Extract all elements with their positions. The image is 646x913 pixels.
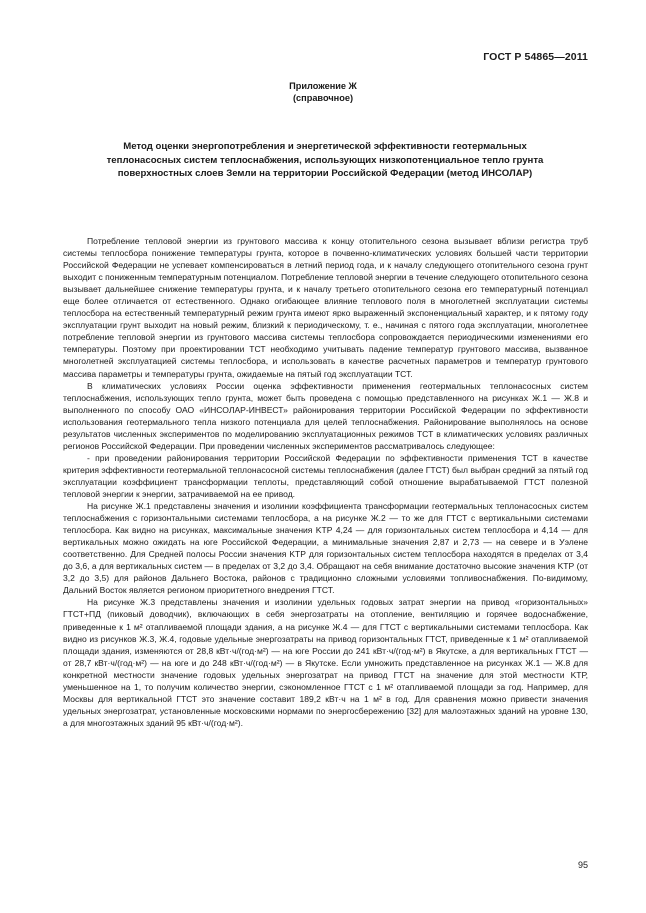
document-title: Метод оценки энергопотребления и энергетической эффективности геотермальных теплонасосных систем теплоснабжения, использующих низкопотенциальное тепло грунта поверхностных слоев Земли на территории Российской Федерации (метод ИНСОЛАР): [106, 141, 544, 180]
body-text: [63, 235, 588, 729]
paragraph: На рисунке Ж.3 представлены значения и изолинии удельных годовых затрат энергии на привод «горизонтальных» ГТСТ+ПД (пиковый доводчик), включающих в себя энергозатраты на отопление, вентиляцию и горячее водоснабжение, приведенные к 1 м² отапливаемой площади здания, а на рисунке Ж.4 — для ГТСТ с вертикальными системами теплосбора. Как видно из рисунков Ж.3, Ж.4, годовые удельные энергозатраты на привод горизонтальных ГТСТ, приведенные к 1 м² отапливаемой площади здания, изменяются от 28,8 кВт·ч/(год·м²) — на юге России до 241 кВт·ч/(год·м²) в Якутске, а для вертикальных ГТСТ — от 28,7 кВт·ч/(год·м²) — на юге и до 248 кВт·ч/(год·м²) — в Якутске. Если умножить представленное на рисунках Ж.1 — Ж.8 для конкретной местности значение годовых удельных энергозатрат на привод ГТСТ на значение для этой местности KТР, уменьшенное на 1, то получим количество энергии, сэкономленное ГТСТ с 1 м² отапливаемой площади за год. Например, для Москвы для вертикальной ГТСТ это значение составит 189,2 кВт·ч на 1 м² в год. Для сравнения можно привести значения удельных энергозатрат, установленные московскими нормами по энергосбережению [32] для малоэтажных зданий на уровне 130, а для многоэтажных зданий 95 кВт·ч/(год·м²).: [63, 597, 588, 728]
paragraph: В климатических условиях России оценка эффективности применения геотермальных теплонасосных систем теплоснабжения, использующих тепло грунта, может быть проведена с помощью представленного на рисунках Ж.1 — Ж.8 и выполненного по способу ОАО «ИНСОЛАР-ИНВЕСТ» районирования территории Российской Федерации по эффективности использования геотермального тепла низкого потенциала для целей теплоснабжения. Районирование выполнялось на основе результатов численных экспериментов по моделированию эксплуатационных режимов ТСТ в климатических условиях различных регионов Российской Федерации. При проведении численных экспериментов рассматривалось следующее:: [63, 380, 588, 451]
appendix-label: Приложение Ж: [289, 81, 357, 91]
appendix-note: (справочное): [292, 93, 353, 103]
paragraph: На рисунке Ж.1 представлены значения и изолинии коэффициента трансформации геотермальных теплонасосных систем теплоснабжения с горизонтальными системами теплосбора, а на рисунке Ж.2 — то же для ГТСТ с вертикальными системами теплосбора. Как видно на рисунках, максимальные значения KТР 4,24 — для горизонтальных систем теплосбора и 4,14 — для вертикальных можно ожидать на юге Российской Федерации, а минимальные значения 2,87 и 2,73 — на севере и в Уэлене соответственно. Для Средней полосы России значения KТР для горизонтальных систем теплосбора находятся в пределах от 3,4 до 3,6, а для вертикальных систем — в пределах от 3,2 до 3,4. Обращают на себя внимание достаточно высокие значения KТР (от 3,2 до 3,5) для районов Дальнего Востока, районов с традиционно сложными условиями топливоснабжения. По-видимому, Дальний Восток является регионом приоритетного внедрения ГТСТ.: [63, 501, 588, 596]
paragraph: - при проведении районирования территории Российской Федерации по эффективности применения ТСТ в качестве критерия эффективности геотермальной теплонасосной системы теплоснабжения (далее ГТСТ) был выбран средний за пятый год эксплуатации коэффициент трансформации теплоты, представляющий собой отношение вырабатываемой ГТСТ полезной тепловой энергии к энергии, затрачиваемой на ее привод.: [63, 452, 588, 499]
standard-header: ГОСТ Р 54865—2011: [483, 51, 588, 63]
paragraph: Потребление тепловой энергии из грунтового массива к концу отопительного сезона вызывает вблизи регистра труб системы теплосбора понижение температуры грунта, которое в почвенно-климатических условиях большей части территории Российской Федерации не успевает компенсироваться в летний период года, и к началу следующего отопительного сезона грунт выходит с пониженным температурным потенциалом. Потребление тепловой энергии в течение следующего отопительного сезона вызывает дальнейшее снижение температуры грунта, и к началу третьего отопительного сезона его температурный потенциал еще более отличается от естественного. Однако огибающее влияние теплового поля в многолетней эксплуатации системы теплосбора на естественный температурный режим грунта имеют ярко выраженный экспоненциальный характер, и к пятому году эксплуатации грунт выходит на новый режим, близкий к периодическому, т. е., начиная с пятого года эксплуатации, многолетнее потребление тепловой энергии из грунтового массива системы теплосбора сопровождается периодическими изменениями его температуры. Поэтому при проектировании ТСТ необходимо учитывать падение температур грунтового массива, вызванное многолетней эксплуатацией системы теплосбора, и использовать в качестве расчетных параметров и температур грунтового массива параметры и температуры грунта, ожидаемые на пятый год эксплуатации ТСТ.: [63, 236, 588, 379]
page-number: 95: [577, 860, 588, 870]
